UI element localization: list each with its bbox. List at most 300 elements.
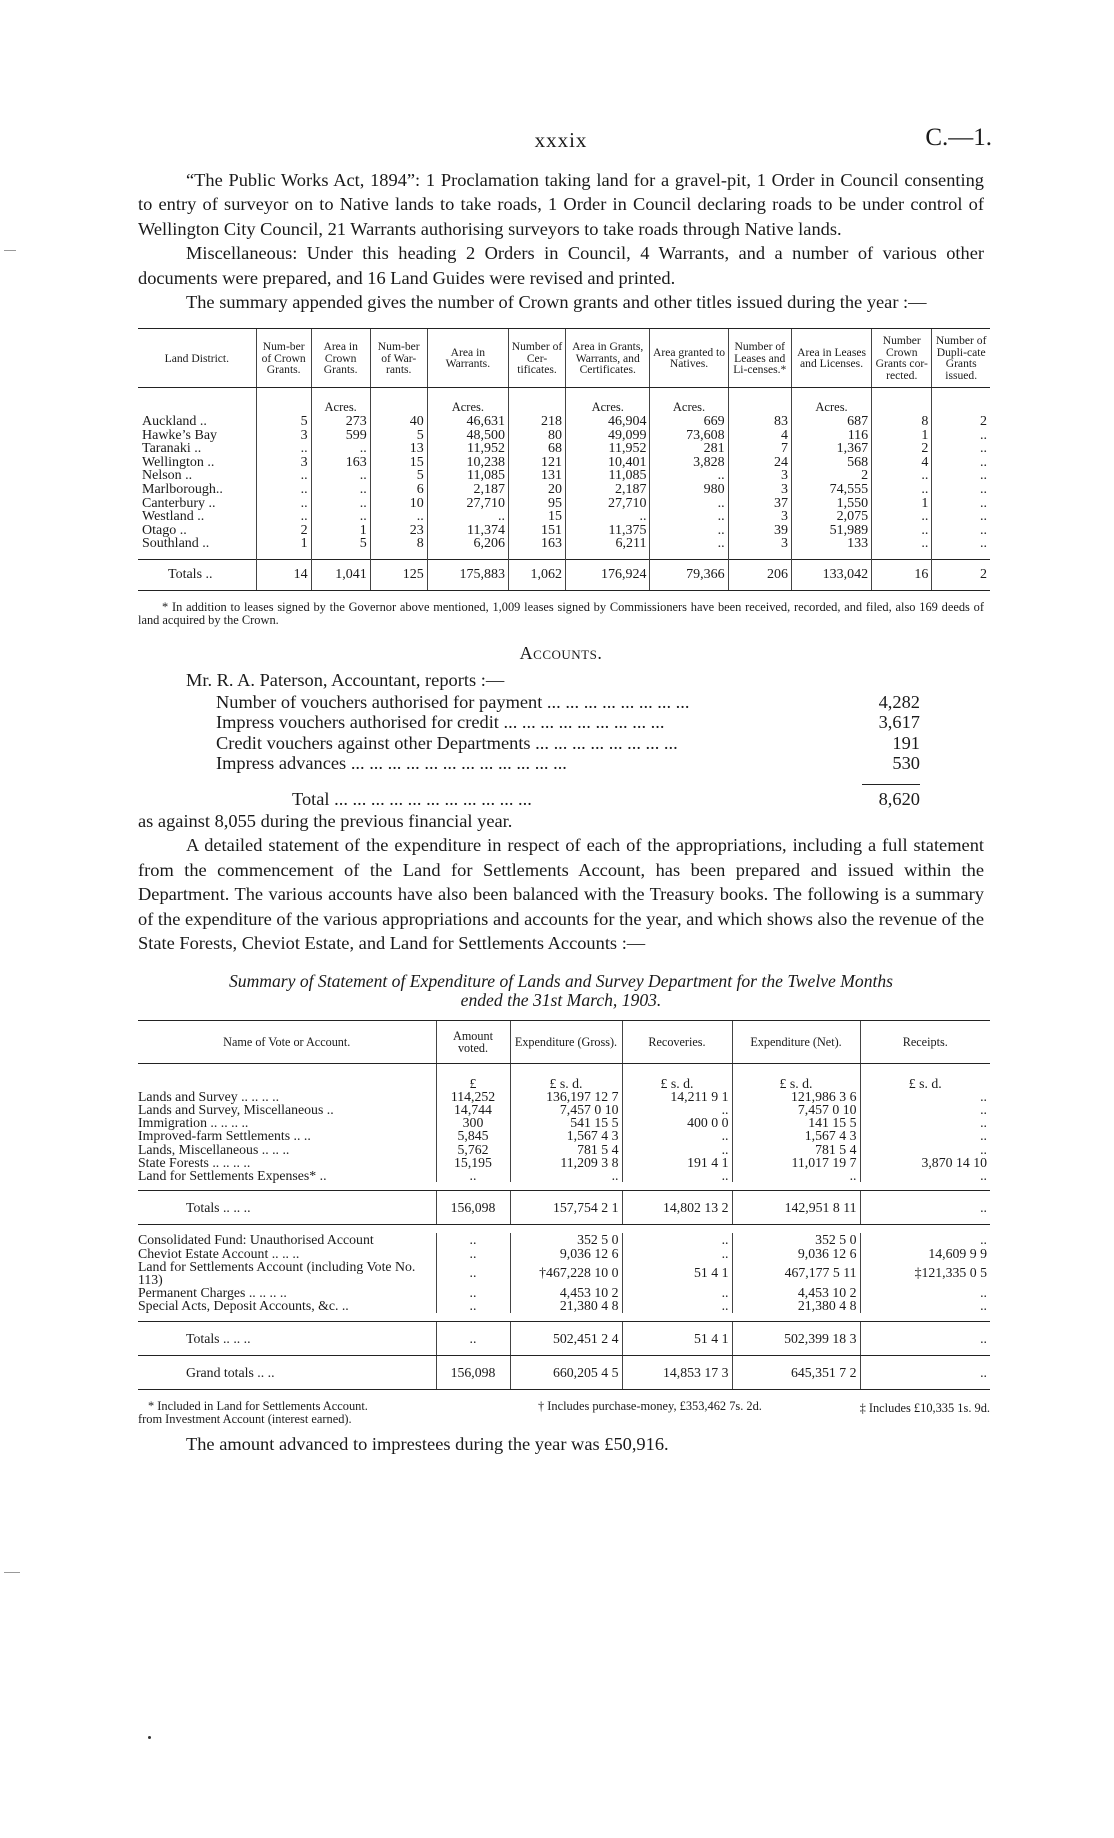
- voucher-label: Impress advances ... ... ... ... ... ... ... ... ... ... ... ...: [216, 753, 567, 774]
- totals-cell: 502,399 18 3: [732, 1321, 860, 1355]
- paragraph-public-works: “The Public Works Act, 1894”: 1 Proclamation taking land for a gravel-pit, 1 Order in Council consenting to entry of surveyor on to Native lands to take roads, 1 Order in Council declaring roads to be under control of Wellington City Council, 21 Warrants authorising surveyors to take roads through Native lands.: [138, 170, 984, 239]
- table-cell: ..: [566, 510, 650, 524]
- table-cell: 3: [728, 483, 791, 497]
- table-cell: 48,500: [427, 429, 508, 443]
- table-cell: 51,989: [791, 524, 871, 538]
- table-cell: ..: [311, 442, 370, 456]
- table-cell: ..: [622, 1299, 732, 1312]
- expenditure-units-row: [138, 1063, 990, 1090]
- table-cell: 10,401: [566, 456, 650, 470]
- margin-mark: [4, 250, 16, 251]
- land-district-cell: Wellington ..: [142, 454, 215, 470]
- table-cell: ..: [932, 483, 990, 497]
- closing-sentence: The amount advanced to imprestees during the year was £50,916.: [186, 1433, 669, 1454]
- account-name-cell: Immigration .. .. .. ..: [138, 1115, 249, 1131]
- table-cell: 2: [791, 469, 871, 483]
- unit-label: Acres.: [311, 388, 370, 415]
- table-cell: ..: [932, 469, 990, 483]
- table-cell: 83: [728, 415, 791, 429]
- voucher-label: Impress vouchers authorised for credit ... ... ... ... ... ... ... ... ...: [216, 712, 665, 733]
- expenditure-table: [138, 1020, 990, 1390]
- table-row: [138, 456, 990, 470]
- table-row: [138, 1233, 990, 1246]
- totals-cell: ..: [860, 1355, 990, 1389]
- table-cell: 7: [728, 442, 791, 456]
- table-cell: ..: [436, 1260, 510, 1286]
- totals-cell: 176,924: [566, 559, 650, 590]
- table-cell: 27,710: [566, 497, 650, 511]
- land-district-cell: Canterbury ..: [142, 495, 216, 511]
- expenditure-subtotal-row: [138, 1321, 990, 1355]
- table-cell: 781 5 4: [732, 1143, 860, 1156]
- table-cell: 11,085: [566, 469, 650, 483]
- unit-label: [509, 388, 566, 415]
- table-cell: ..: [860, 1090, 990, 1103]
- table-cell: 141 15 5: [732, 1116, 860, 1129]
- paragraph-miscellaneous: Miscellaneous: Under this heading 2 Orders in Council, 4 Warrants, and a number of various other documents were prepared, and 16 Land Guides were revised and printed.: [138, 243, 984, 288]
- table-cell: 273: [311, 415, 370, 429]
- spacer-cell: [138, 1182, 990, 1191]
- unit-label: Acres.: [566, 388, 650, 415]
- table-cell: 121,986 3 6: [732, 1090, 860, 1103]
- totals-cell: 157,754 2 1: [510, 1191, 622, 1225]
- table-cell: ..: [622, 1286, 732, 1299]
- titles-col-header: Number of Dupli-cate Grants issued.: [932, 329, 990, 388]
- table-cell: 6,206: [427, 537, 508, 559]
- expenditure-col-header: Expenditure (Net).: [732, 1020, 860, 1063]
- titles-units-row: [138, 388, 990, 415]
- table-cell: 669: [650, 415, 728, 429]
- land-district-cell: Auckland ..: [142, 414, 207, 430]
- land-district-cell: Otago ..: [142, 522, 187, 538]
- table-row: [138, 469, 990, 483]
- table-cell: ..: [932, 442, 990, 456]
- expenditure-col-header: Amount voted.: [436, 1020, 510, 1063]
- voucher-value: 3,617: [878, 712, 920, 733]
- titles-col-header: Number of Leases and Li-censes.*: [728, 329, 791, 388]
- table-cell: 2,187: [566, 483, 650, 497]
- table-cell: ..: [256, 469, 311, 483]
- margin-mark: [4, 1572, 20, 1573]
- unit-label: £ s. d.: [622, 1063, 732, 1090]
- table-cell: 116: [791, 429, 871, 443]
- titles-col-header: Land District.: [138, 329, 256, 388]
- unit-label: £: [436, 1063, 510, 1090]
- table-row: [138, 1103, 990, 1116]
- account-name-cell: Cheviot Estate Account .. .. ..: [138, 1245, 300, 1261]
- table-cell: 467,177 5 11: [732, 1260, 860, 1286]
- table-cell: 400 0 0: [622, 1116, 732, 1129]
- table-cell: 7,457 0 10: [732, 1103, 860, 1116]
- table-row: [138, 429, 990, 443]
- titles-table-header-row: [138, 329, 990, 388]
- expenditure-table-caption: [138, 972, 984, 1010]
- totals-cell: 660,205 4 5: [510, 1355, 622, 1389]
- table-row: [138, 1090, 990, 1103]
- table-cell: 73,608: [650, 429, 728, 443]
- table-cell: 20: [509, 483, 566, 497]
- table-cell: 568: [791, 456, 871, 470]
- accountant-report-intro: Mr. R. A. Paterson, Accountant, reports :—: [186, 669, 505, 690]
- account-name-cell: Land for Settlements Account (including Vote No. 113): [138, 1258, 416, 1287]
- totals-cell: 142,951 8 11: [732, 1191, 860, 1225]
- table-cell: 3,828: [650, 456, 728, 470]
- totals-cell: 1,041: [311, 559, 370, 590]
- table-cell: 49,099: [566, 429, 650, 443]
- titles-col-header: Num-ber of War-rants.: [370, 329, 427, 388]
- voucher-total-label: Total ... ... ... ... ... ... ... ... ... ... ...: [292, 788, 532, 809]
- voucher-value: 191: [892, 732, 920, 753]
- table-cell: 2,187: [427, 483, 508, 497]
- totals-cell: ..: [860, 1191, 990, 1225]
- expenditure-footnotes: [138, 1398, 990, 1428]
- table-cell: 95: [509, 497, 566, 511]
- table-cell: 40: [370, 415, 427, 429]
- table-cell: 74,555: [791, 483, 871, 497]
- totals-cell: Totals ..: [138, 559, 256, 590]
- table-cell: ..: [256, 483, 311, 497]
- expenditure-col-header: Receipts.: [860, 1020, 990, 1063]
- table-cell: 6,211: [566, 537, 650, 559]
- page-header: [138, 124, 992, 168]
- footnote-double-dagger: ‡ Includes £10,335 1s. 9d.: [859, 1400, 990, 1415]
- totals-cell: 2: [932, 559, 990, 590]
- table-cell: 11,375: [566, 524, 650, 538]
- table-cell: 2,075: [791, 510, 871, 524]
- titles-col-header: Area in Warrants.: [427, 329, 508, 388]
- expenditure-table-header-row: [138, 1020, 990, 1063]
- unit-label: [370, 388, 427, 415]
- table-cell: 15: [370, 456, 427, 470]
- totals-cell: 502,451 2 4: [510, 1321, 622, 1355]
- table-cell: 7,457 0 10: [510, 1103, 622, 1116]
- table-cell: ..: [650, 524, 728, 538]
- table-cell: ..: [436, 1247, 510, 1260]
- account-name-cell: Lands, Miscellaneous .. .. ..: [138, 1141, 290, 1157]
- table-cell: 10: [370, 497, 427, 511]
- table-cell: ..: [872, 524, 932, 538]
- table-cell: 4,453 10 2: [732, 1286, 860, 1299]
- table-cell: 131: [509, 469, 566, 483]
- table-cell: 3: [256, 429, 311, 443]
- totals-cell: 133,042: [791, 559, 871, 590]
- table-cell: ..: [860, 1286, 990, 1299]
- table-cell: 300: [436, 1116, 510, 1129]
- table-cell: 6: [370, 483, 427, 497]
- table-cell: 1: [872, 429, 932, 443]
- table-cell: ..: [622, 1169, 732, 1182]
- table-cell: 11,017 19 7: [732, 1156, 860, 1169]
- table-cell: ..: [436, 1233, 510, 1246]
- totals-cell: 1,062: [509, 559, 566, 590]
- account-name-cell: Consolidated Fund: Unauthorised Account: [138, 1232, 374, 1248]
- table-cell: ..: [256, 497, 311, 511]
- table-cell: ..: [311, 510, 370, 524]
- voucher-row: [216, 712, 920, 733]
- table-cell: 151: [509, 524, 566, 538]
- table-row: [138, 510, 990, 524]
- voucher-row: [216, 692, 920, 713]
- table-cell: 1,567 4 3: [510, 1129, 622, 1142]
- table-cell: ..: [311, 469, 370, 483]
- table-cell: 4: [872, 456, 932, 470]
- table-cell: ..: [860, 1299, 990, 1312]
- table-cell: 687: [791, 415, 871, 429]
- voucher-label: Number of vouchers authorised for payment ... ... ... ... ... ... ... ...: [216, 691, 690, 712]
- table-cell: 24: [728, 456, 791, 470]
- unit-label: £ s. d.: [510, 1063, 622, 1090]
- table-cell: 5,845: [436, 1129, 510, 1142]
- table-cell: 11,209 3 8: [510, 1156, 622, 1169]
- table-cell: 1: [256, 537, 311, 559]
- voucher-row: [216, 753, 920, 774]
- table-cell: 37: [728, 497, 791, 511]
- unit-label: Acres.: [427, 388, 508, 415]
- totals-cell: 79,366: [650, 559, 728, 590]
- titles-col-header: Area in Leases and Licenses.: [791, 329, 871, 388]
- table-cell: ..: [932, 510, 990, 524]
- table-cell: 8: [872, 415, 932, 429]
- table-cell: ..: [622, 1103, 732, 1116]
- land-district-cell: Southland ..: [142, 536, 210, 552]
- table-cell: ..: [427, 510, 508, 524]
- table-row: [138, 1129, 990, 1142]
- table-cell: 8: [370, 537, 427, 559]
- totals-cell: Totals .. .. ..: [138, 1191, 436, 1225]
- totals-cell: Grand totals .. ..: [138, 1355, 436, 1389]
- unit-label: [728, 388, 791, 415]
- accounts-heading: Accounts.: [519, 642, 603, 663]
- document-page: [138, 0, 992, 1838]
- table-cell: 11,952: [427, 442, 508, 456]
- table-cell: 39: [728, 524, 791, 538]
- spacer-cell: [138, 1313, 990, 1322]
- table-row: [138, 1169, 990, 1182]
- table-cell: 781 5 4: [510, 1143, 622, 1156]
- table-cell: ..: [311, 483, 370, 497]
- table-cell: ..: [436, 1169, 510, 1182]
- table-cell: ..: [622, 1143, 732, 1156]
- totals-cell: 14,853 17 3: [622, 1355, 732, 1389]
- table-cell: 15,195: [436, 1156, 510, 1169]
- table-cell: 4: [728, 429, 791, 443]
- totals-cell: 206: [728, 559, 791, 590]
- table-cell: 3: [256, 456, 311, 470]
- table-cell: 46,904: [566, 415, 650, 429]
- table-cell: 5,762: [436, 1143, 510, 1156]
- expenditure-col-header: Recoveries.: [622, 1020, 732, 1063]
- table-cell: 9,036 12 6: [510, 1247, 622, 1260]
- table-cell: 80: [509, 429, 566, 443]
- land-district-cell: Marlborough..: [142, 482, 223, 497]
- account-name-cell: State Forests .. .. .. ..: [138, 1154, 251, 1170]
- totals-cell: 14: [256, 559, 311, 590]
- table-cell: 11,952: [566, 442, 650, 456]
- table-cell: 11,374: [427, 524, 508, 538]
- titles-col-header: Area in Grants, Warrants, and Certificates.: [566, 329, 650, 388]
- voucher-value: 4,282: [878, 691, 920, 712]
- table-cell: 541 15 5: [510, 1116, 622, 1129]
- unit-label: [256, 388, 311, 415]
- table-cell: ‡121,335 0 5: [860, 1260, 990, 1286]
- table-row: [138, 1143, 990, 1156]
- table-cell: ..: [436, 1299, 510, 1312]
- unit-label: £ s. d.: [732, 1063, 860, 1090]
- table-cell: 114,252: [436, 1090, 510, 1103]
- account-name-cell: Lands and Survey .. .. .. ..: [138, 1088, 280, 1104]
- totals-cell: 645,351 7 2: [732, 1355, 860, 1389]
- table-cell: ..: [650, 469, 728, 483]
- table-row: [138, 537, 990, 559]
- footnote-dagger: † Includes purchase-money, £353,462 7s. 2d.: [538, 1398, 762, 1413]
- table-cell: 9,036 12 6: [732, 1247, 860, 1260]
- totals-cell: ..: [860, 1321, 990, 1355]
- unit-label: Acres.: [791, 388, 871, 415]
- table-cell: 133: [791, 537, 871, 559]
- land-district-cell: Westland ..: [142, 509, 205, 525]
- table-cell: 5: [370, 469, 427, 483]
- land-district-cell: Hawke’s Bay: [142, 427, 218, 443]
- table-row: [138, 1247, 990, 1260]
- table-cell: ..: [872, 537, 932, 559]
- account-name-cell: Improved-farm Settlements .. ..: [138, 1128, 311, 1144]
- table-cell: 218: [509, 415, 566, 429]
- totals-cell: ..: [436, 1321, 510, 1355]
- table-cell: 599: [311, 429, 370, 443]
- table-cell: ..: [732, 1169, 860, 1182]
- paragraph-detailed-statement: A detailed statement of the expenditure in respect of each of the appropriations, including a full statement from the commencement of the Land for Settlements Account, has been prepared and issued within the Department. The various accounts have also been balanced with the Treasury books. The following is a summary of the expenditure of the various appropriations and accounts for the year, and which shows also the revenue of the State Forests, Cheviot Estate, and Land for Settlements Accounts :—: [138, 835, 984, 954]
- table-cell: 3,870 14 10: [860, 1156, 990, 1169]
- table-row: [138, 415, 990, 429]
- titles-col-header: Number Crown Grants cor-rected.: [872, 329, 932, 388]
- table-row: [138, 1299, 990, 1312]
- expenditure-subtotal-row: [138, 1191, 990, 1225]
- titles-col-header: Area granted to Natives.: [650, 329, 728, 388]
- table-cell: 5: [256, 415, 311, 429]
- table-cell: 2: [932, 415, 990, 429]
- table-cell: 1,367: [791, 442, 871, 456]
- table-row: [138, 497, 990, 511]
- voucher-total-row: [216, 784, 920, 810]
- totals-cell: 16: [872, 559, 932, 590]
- unit-label: Acres.: [650, 388, 728, 415]
- table-cell: 14,211 9 1: [622, 1090, 732, 1103]
- table-cell: ..: [311, 497, 370, 511]
- titles-table-footnote: * In addition to leases signed by the Governor above mentioned, 1,009 leases signed by Commissioners have been received, recorded, and filed, also 169 deeds of land acquired by the Crown.: [138, 599, 984, 627]
- footnote-double-dagger-continued: from Investment Account (interest earned).: [138, 1411, 352, 1426]
- table-cell: ..: [622, 1247, 732, 1260]
- table-row: [138, 524, 990, 538]
- table-cell: 3: [728, 510, 791, 524]
- paragraph-comparison: as against 8,055 during the previous financial year.: [138, 811, 513, 832]
- table-cell: ..: [860, 1103, 990, 1116]
- totals-cell: 125: [370, 559, 427, 590]
- totals-cell: 14,802 13 2: [622, 1191, 732, 1225]
- expenditure-grand-total-row: [138, 1355, 990, 1389]
- table-cell: ..: [256, 510, 311, 524]
- voucher-list: [216, 692, 920, 810]
- table-cell: ..: [650, 510, 728, 524]
- table-cell: 163: [509, 537, 566, 559]
- table-cell: 1: [872, 497, 932, 511]
- account-name-cell: Special Acts, Deposit Accounts, &c. ..: [138, 1298, 349, 1314]
- account-name-cell: Permanent Charges .. .. .. ..: [138, 1285, 287, 1301]
- table-cell: 3: [728, 537, 791, 559]
- table-cell: ..: [872, 469, 932, 483]
- paragraph-summary-intro: The summary appended gives the number of Crown grants and other titles issued during the year :—: [186, 292, 927, 313]
- expenditure-col-header: Expenditure (Gross).: [510, 1020, 622, 1063]
- land-district-cell: Nelson ..: [142, 468, 193, 484]
- table-cell: ..: [860, 1116, 990, 1129]
- page-number: xxxix: [534, 128, 588, 152]
- account-name-cell: Land for Settlements Expenses* ..: [138, 1167, 327, 1183]
- table-cell: ..: [510, 1169, 622, 1182]
- spacer-row: [138, 1313, 990, 1322]
- table-cell: 14,744: [436, 1103, 510, 1116]
- table-cell: ..: [436, 1286, 510, 1299]
- table-cell: 1,567 4 3: [732, 1129, 860, 1142]
- table-cell: 4,453 10 2: [510, 1286, 622, 1299]
- titles-col-header: Area in Crown Grants.: [311, 329, 370, 388]
- table-cell: 3: [728, 469, 791, 483]
- totals-cell: 51 4 1: [622, 1321, 732, 1355]
- table-cell: 10,238: [427, 456, 508, 470]
- table-cell: ..: [370, 510, 427, 524]
- table-cell: 121: [509, 456, 566, 470]
- table-cell: 51 4 1: [622, 1260, 732, 1286]
- table-cell: ..: [872, 510, 932, 524]
- table-cell: ..: [650, 497, 728, 511]
- table-cell: ..: [860, 1143, 990, 1156]
- table-cell: 1,550: [791, 497, 871, 511]
- totals-cell: 156,098: [436, 1191, 510, 1225]
- table-cell: 14,609 9 9: [860, 1247, 990, 1260]
- page-id: C.—1.: [925, 124, 992, 151]
- table-row: [138, 1260, 990, 1286]
- table-cell: ..: [932, 456, 990, 470]
- table-cell: ..: [932, 497, 990, 511]
- table-cell: ..: [256, 442, 311, 456]
- titles-totals-row: [138, 559, 990, 590]
- unit-label: [138, 388, 256, 415]
- voucher-value: 530: [892, 753, 920, 774]
- table-cell: ..: [932, 524, 990, 538]
- table-cell: 21,380 4 8: [732, 1299, 860, 1312]
- table-cell: 352 5 0: [732, 1233, 860, 1246]
- table-cell: ..: [932, 429, 990, 443]
- table-cell: ..: [860, 1129, 990, 1142]
- table-cell: 11,085: [427, 469, 508, 483]
- table-row: [138, 483, 990, 497]
- table-cell: 13: [370, 442, 427, 456]
- table-cell: 163: [311, 456, 370, 470]
- table-cell: 191 4 1: [622, 1156, 732, 1169]
- table-cell: 68: [509, 442, 566, 456]
- voucher-total-value: 8,620: [862, 784, 920, 810]
- table-cell: 27,710: [427, 497, 508, 511]
- land-district-cell: Taranaki ..: [142, 441, 202, 457]
- table-cell: 5: [370, 429, 427, 443]
- table-cell: ..: [622, 1233, 732, 1246]
- table-cell: 352 5 0: [510, 1233, 622, 1246]
- table-cell: ..: [622, 1129, 732, 1142]
- table-cell: 281: [650, 442, 728, 456]
- table-row: [138, 442, 990, 456]
- unit-label: £ s. d.: [860, 1063, 990, 1090]
- expenditure-col-header: Name of Vote or Account.: [138, 1020, 436, 1063]
- unit-label: [932, 388, 990, 415]
- table-cell: ..: [650, 537, 728, 559]
